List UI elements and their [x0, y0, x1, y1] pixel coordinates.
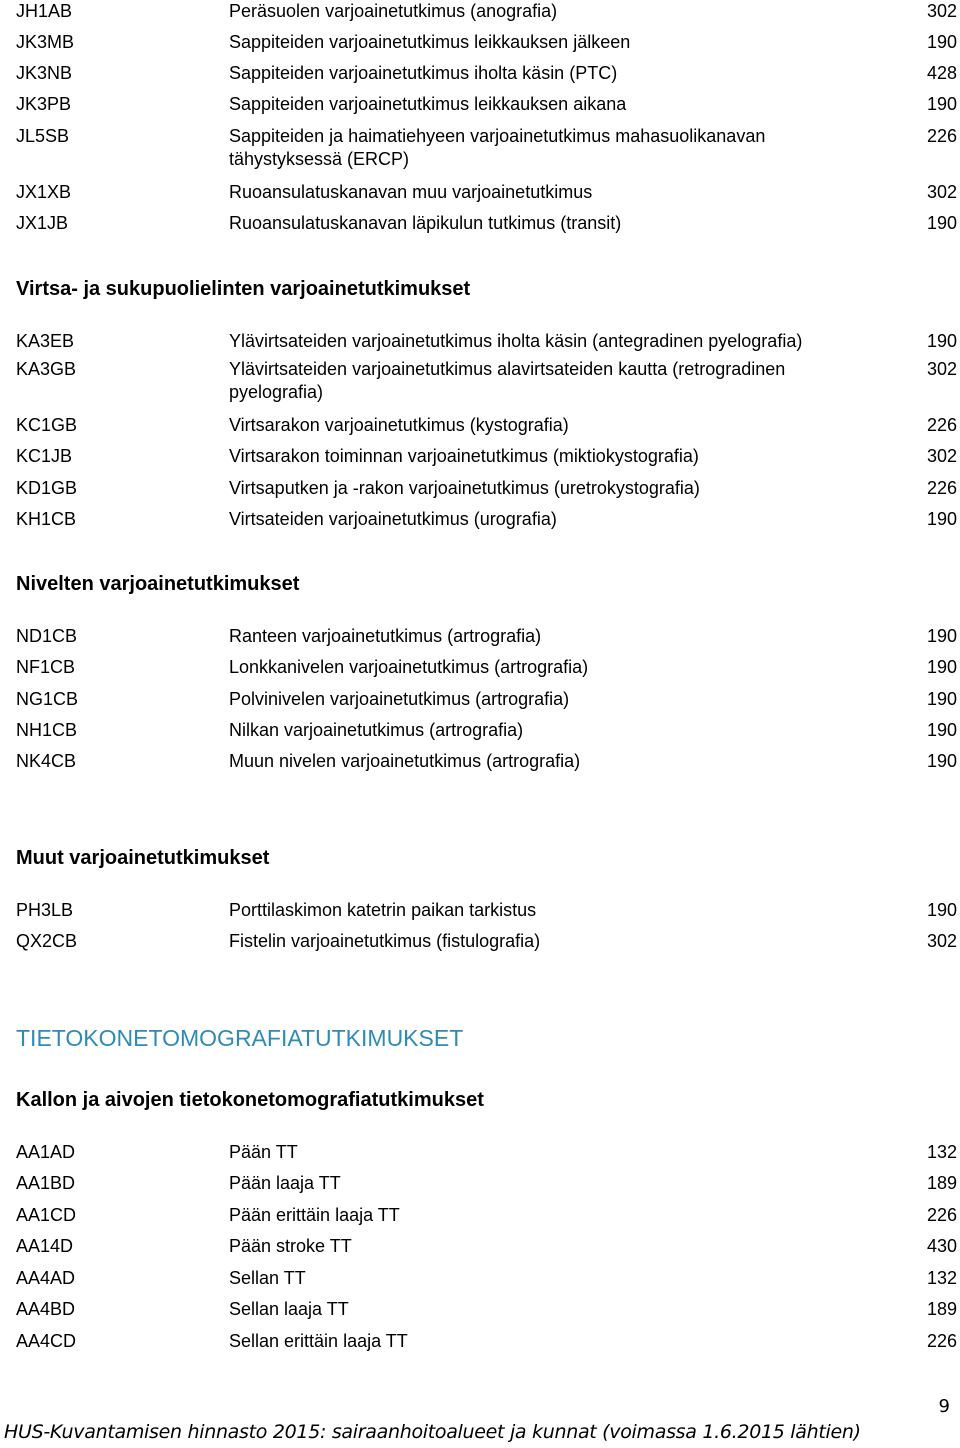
procedure-code: NK4CB [16, 751, 77, 771]
procedure-price: 189 [926, 1299, 957, 1319]
procedure-price: 190 [926, 900, 957, 920]
procedure-code: NF1CB [16, 657, 76, 677]
procedure-code: AA1AD [16, 1142, 76, 1162]
page-number: 9 [938, 1396, 950, 1417]
procedure-code: AA1CD [16, 1205, 77, 1225]
procedure-description: Fistelin varjoainetutkimus (fistulografia) [229, 931, 541, 951]
procedure-price: 302 [926, 931, 957, 951]
major-section-heading: TIETOKONETOMOGRAFIATUTKIMUKSET [16, 1025, 464, 1051]
procedure-code: KC1GB [16, 415, 78, 435]
procedure-description: Polvinivelen varjoainetutkimus (artrografia) [229, 689, 570, 709]
procedure-description: Lonkkanivelen varjoainetutkimus (artrografia) [229, 657, 589, 677]
procedure-description: Sappiteiden varjoainetutkimus leikkauksen jälkeen [229, 32, 631, 52]
procedure-price: 302 [926, 1, 957, 21]
procedure-description: Peräsuolen varjoainetutkimus (anografia) [229, 1, 558, 21]
procedure-code: AA4AD [16, 1268, 76, 1288]
procedure-description: Pään laaja TT [229, 1173, 341, 1193]
procedure-description: Virtsarakon toiminnan varjoainetutkimus (miktiokystografia) [229, 446, 699, 466]
procedure-price: 428 [926, 63, 957, 83]
procedure-price: 190 [926, 509, 957, 529]
procedure-code: NH1CB [16, 720, 78, 740]
procedure-code: ND1CB [16, 626, 78, 646]
procedure-price: 190 [926, 331, 957, 351]
procedure-code: PH3LB [16, 900, 74, 920]
procedure-price: 302 [926, 446, 957, 466]
procedure-code: QX2CB [16, 931, 78, 951]
page-footer: HUS-Kuvantamisen hinnasto 2015: sairaanhoitoalueet ja kunnat (voimassa 1.6.2015 lähtien) [4, 1421, 861, 1443]
procedure-description: Sellan TT [229, 1268, 306, 1288]
procedure-price: 189 [926, 1173, 957, 1193]
procedure-code: AA4BD [16, 1299, 76, 1319]
procedure-description: Nilkan varjoainetutkimus (artrografia) [229, 720, 524, 740]
procedure-price: 190 [926, 32, 957, 52]
procedure-description: Sappiteiden varjoainetutkimus iholta käsin (PTC) [229, 63, 618, 83]
procedure-description: Virtsateiden varjoainetutkimus (urografia) [229, 509, 557, 529]
procedure-description: Porttilaskimon katetrin paikan tarkistus [229, 900, 537, 920]
procedure-description: Sellan erittäin laaja TT [229, 1331, 408, 1351]
procedure-price: 190 [926, 626, 957, 646]
procedure-description: Ruoansulatuskanavan muu varjoainetutkimus [229, 182, 593, 202]
procedure-description: Ruoansulatuskanavan läpikulun tutkimus (transit) [229, 213, 622, 233]
procedure-description: Ylävirtsateiden varjoainetutkimus iholta käsin (antegradinen pyelografia) [229, 331, 803, 351]
procedure-code: JK3PB [16, 94, 72, 114]
procedure-description: Ranteen varjoainetutkimus (artrografia) [229, 626, 542, 646]
procedure-code: JK3NB [16, 63, 73, 83]
procedure-price: 190 [926, 689, 957, 709]
procedure-description: Pään TT [229, 1142, 298, 1162]
procedure-code: JL5SB [16, 126, 70, 146]
procedure-code: KD1GB [16, 478, 78, 498]
procedure-description: Virtsaputken ja -rakon varjoainetutkimus (uretrokystografia) [229, 478, 700, 498]
procedure-description: Sappiteiden ja haimatiehyeen varjoainetutkimus mahasuolikanavan tähystyksessä (ERCP) [229, 126, 766, 169]
procedure-code: NG1CB [16, 689, 79, 709]
procedure-code: JX1XB [16, 182, 72, 202]
procedure-price: 190 [926, 657, 957, 677]
section-heading-virtsa: Virtsa- ja sukupuolielinten varjoainetutkimukset [16, 278, 471, 300]
procedure-code: KH1CB [16, 509, 77, 529]
procedure-price: 132 [926, 1268, 957, 1288]
procedure-price: 190 [926, 751, 957, 771]
procedure-code: JH1AB [16, 1, 73, 21]
procedure-price: 226 [926, 478, 957, 498]
section-heading-kallon: Kallon ja aivojen tietokonetomografiatutkimukset [16, 1089, 484, 1111]
procedure-price: 226 [926, 1331, 957, 1351]
procedure-description: Pään stroke TT [229, 1236, 352, 1256]
procedure-code: KC1JB [16, 446, 73, 466]
procedure-description: Sappiteiden varjoainetutkimus leikkauksen aikana [229, 94, 627, 114]
procedure-price: 302 [926, 182, 957, 202]
procedure-code: JK3MB [16, 32, 75, 52]
procedure-description: Virtsarakon varjoainetutkimus (kystografia) [229, 415, 569, 435]
procedure-price: 190 [926, 720, 957, 740]
section-heading-nivelten: Nivelten varjoainetutkimukset [16, 573, 300, 595]
procedure-code: KA3EB [16, 331, 75, 351]
procedure-code: AA4CD [16, 1331, 77, 1351]
procedure-description: Ylävirtsateiden varjoainetutkimus alavirtsateiden kautta (retrogradinen pyelografia) [229, 359, 786, 402]
procedure-price: 226 [926, 126, 957, 146]
section-heading-muut: Muut varjoainetutkimukset [16, 847, 270, 869]
procedure-code: KA3GB [16, 359, 77, 379]
procedure-price: 190 [926, 94, 957, 114]
procedure-price: 132 [926, 1142, 957, 1162]
procedure-price: 226 [926, 1205, 957, 1225]
procedure-code: AA14D [16, 1236, 74, 1256]
procedure-description: Sellan laaja TT [229, 1299, 349, 1319]
procedure-code: AA1BD [16, 1173, 76, 1193]
procedure-code: JX1JB [16, 213, 69, 233]
procedure-description: Pään erittäin laaja TT [229, 1205, 400, 1225]
procedure-price: 226 [926, 415, 957, 435]
procedure-price: 190 [926, 213, 957, 233]
procedure-price: 430 [926, 1236, 957, 1256]
procedure-description: Muun nivelen varjoainetutkimus (artrografia) [229, 751, 581, 771]
procedure-price: 302 [926, 359, 957, 379]
